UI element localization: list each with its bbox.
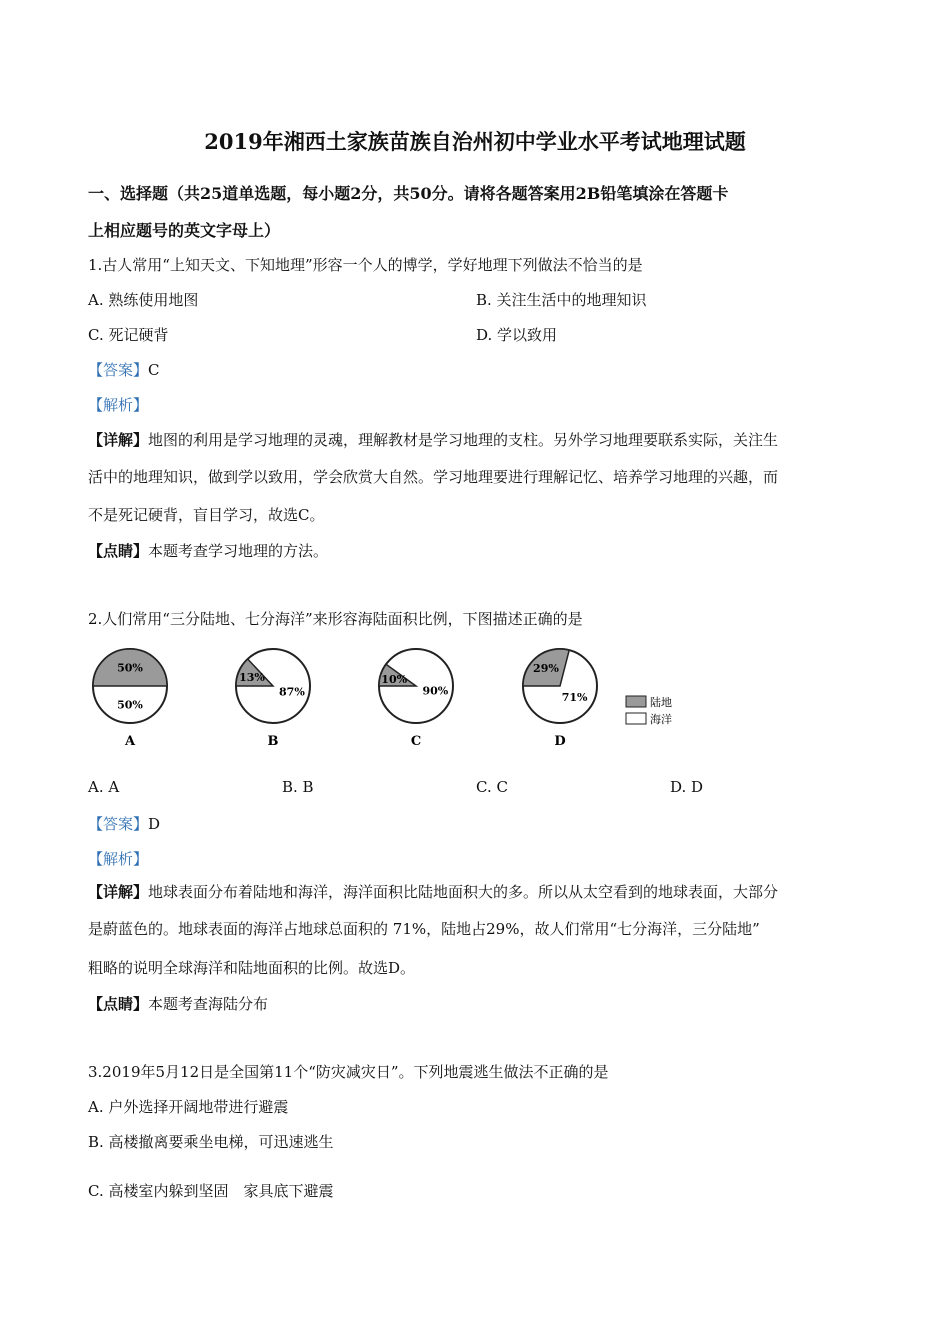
q2-option-a: A. A [88, 778, 120, 796]
q1-option-b: B. 关注生活中的地理知识 [476, 291, 647, 309]
land-pct-label: 50% [117, 661, 143, 675]
q2-comment [88, 993, 268, 1014]
q1-detail-line3: 不是死记硬背，盲目学习，故选C。 [88, 506, 325, 524]
land-pct-label: 10% [381, 672, 408, 686]
q3-option-a: A. 户外选择开阔地带进行避震 [88, 1098, 289, 1116]
detail-text: 地球表面分布着陆地和海洋，海洋面积比陆地面积大的多。所以从太空看到的地球表面，大部分 [148, 883, 779, 901]
q1-comment [88, 540, 328, 561]
q2-option-b: B. B [282, 778, 314, 796]
section-heading-line2: 上相应题号的英文字母上） [88, 221, 281, 240]
pie-a [93, 649, 167, 749]
q2-analysis-label: 【解析】 [88, 850, 149, 868]
q3-option-c: C. 高楼室内躲到坚固 家具底下避震 [88, 1182, 334, 1200]
pie-b [236, 649, 310, 749]
section-heading-line1: 一、选择题（共25道单选题，每小题2分，共50分。请将各题答案用2B铅笔填涂在答题卡 [88, 184, 729, 203]
legend-land-label: 陆地 [650, 696, 672, 709]
pie-id-label: D [554, 734, 566, 749]
q2-answer [88, 813, 160, 834]
answer-value: D [148, 815, 161, 833]
q2-option-c: C. C [476, 778, 508, 796]
q1-option-d: D. 学以致用 [476, 326, 558, 344]
ocean-pct-label: 90% [422, 684, 449, 698]
ocean-pct-label: 71% [561, 691, 588, 705]
pie-c [379, 649, 453, 749]
detail-label: 【详解】 [88, 883, 149, 901]
q1-option-c: C. 死记硬背 [88, 326, 169, 344]
q3-stem: 3.2019年5月12日是全国第11个“防灾减灾日”。下列地震逃生做法不正确的是 [88, 1063, 609, 1081]
land-pct-label: 29% [533, 661, 559, 675]
legend-land-swatch [626, 696, 646, 707]
land-pct-label: 13% [239, 670, 265, 684]
q2-detail-line1 [88, 881, 778, 902]
land-ocean-pie-figure [80, 640, 720, 755]
q1-detail-line2: 活中的地理知识，做到学以致用，学会欣赏大自然。学习地理要进行理解记忆、培养学习地理的兴趣，而 [88, 468, 779, 486]
comment-label: 【点睛】 [88, 995, 149, 1013]
answer-label: 【答案】 [88, 815, 149, 833]
q2-detail-line3: 粗略的说明全球海洋和陆地面积的比例。故选D。 [88, 959, 416, 977]
comment-label: 【点睛】 [88, 542, 149, 560]
q1-option-a: A. 熟练使用地图 [88, 291, 199, 309]
q1-answer [88, 359, 160, 380]
legend-ocean-swatch [626, 713, 646, 724]
comment-text: 本题考查海陆分布 [148, 995, 269, 1013]
pie-id-label: C [410, 734, 422, 749]
q1-analysis-label: 【解析】 [88, 396, 149, 414]
pie-id-label: A [124, 734, 136, 749]
q1-detail-line1 [88, 429, 778, 450]
page-title: 2019年湘西土家族苗族自治州初中学业水平考试地理试题 [204, 129, 746, 154]
q2-option-d: D. D [670, 778, 704, 796]
q3-option-b: B. 高楼撤离要乘坐电梯，可迅速逃生 [88, 1133, 334, 1151]
detail-label: 【详解】 [88, 431, 149, 449]
detail-text: 地图的利用是学习地理的灵魂，理解教材是学习地理的支柱。另外学习地理要联系实际，关注生 [148, 431, 779, 449]
comment-text: 本题考查学习地理的方法。 [148, 542, 329, 560]
ocean-pct-label: 50% [117, 698, 143, 712]
pie-d [523, 649, 597, 749]
q2-stem: 2.人们常用“三分陆地、七分海洋”来形容海陆面积比例，下图描述正确的是 [88, 610, 583, 628]
q1-stem: 1.古人常用“上知天文、下知地理”形容一个人的博学，学好地理下列做法不恰当的是 [88, 256, 643, 274]
ocean-pct-label: 87% [279, 685, 305, 699]
answer-label: 【答案】 [88, 361, 149, 379]
legend-ocean-label: 海洋 [650, 713, 672, 726]
q2-detail-line2: 是蔚蓝色的。地球表面的海洋占地球总面积的 71%，陆地占29%，故人们常用“七分海洋，三分陆地” [88, 920, 760, 938]
answer-value: C [148, 361, 160, 379]
pie-id-label: B [267, 734, 279, 749]
